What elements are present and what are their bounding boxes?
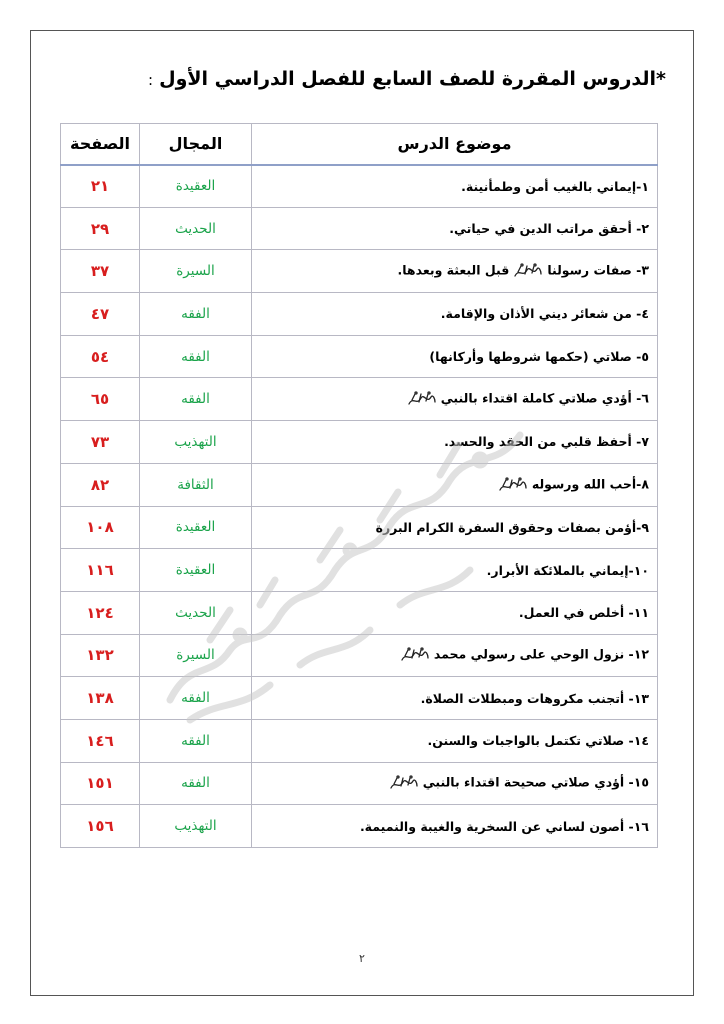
lesson-topic-text: ٨-أحب الله ورسوله bbox=[531, 476, 649, 492]
table-row bbox=[61, 762, 658, 805]
lesson-topic-text: ٥- صلاتي (حكمها شروطها وأركانها) bbox=[429, 349, 649, 365]
lesson-topic bbox=[252, 719, 658, 762]
lesson-field: السيرة bbox=[140, 634, 252, 677]
page-title bbox=[66, 68, 666, 90]
salawat-calligraphy-icon bbox=[498, 476, 528, 494]
table-row bbox=[61, 293, 658, 336]
lesson-topic bbox=[252, 677, 658, 720]
lesson-page: ٣٧ bbox=[61, 250, 140, 293]
lesson-page: ١٠٨ bbox=[61, 506, 140, 549]
table-row bbox=[61, 165, 658, 208]
table-row bbox=[61, 591, 658, 634]
lesson-topic bbox=[252, 506, 658, 549]
lesson-field: التهذيب bbox=[140, 421, 252, 464]
lessons-table bbox=[60, 123, 658, 848]
table-row bbox=[61, 677, 658, 720]
lesson-topic bbox=[252, 250, 658, 293]
lesson-page: ١٥١ bbox=[61, 762, 140, 805]
lesson-field: الفقه bbox=[140, 335, 252, 378]
salawat-calligraphy-icon bbox=[513, 262, 543, 280]
table-row bbox=[61, 207, 658, 250]
table-row bbox=[61, 335, 658, 378]
lesson-topic bbox=[252, 549, 658, 592]
table-row bbox=[61, 463, 658, 506]
lesson-field: الحديث bbox=[140, 207, 252, 250]
table-header-row bbox=[61, 124, 658, 165]
lesson-page: ٥٤ bbox=[61, 335, 140, 378]
lesson-topic-text: ١٢- نزول الوحي على رسولي محمد bbox=[433, 646, 649, 662]
lesson-topic-text: ٢- أحقق مراتب الدين في حياتي. bbox=[449, 221, 649, 237]
lesson-page: ١١٦ bbox=[61, 549, 140, 592]
salawat-calligraphy-icon bbox=[389, 774, 419, 792]
lesson-page: ١٣٨ bbox=[61, 677, 140, 720]
table-row bbox=[61, 506, 658, 549]
lesson-page: ٢١ bbox=[61, 165, 140, 208]
lesson-topic-text: ١-إيماني بالغيب أمن وطمأنينة. bbox=[461, 178, 649, 194]
lesson-page: ٧٣ bbox=[61, 421, 140, 464]
lesson-topic-text: ١٦- أصون لساني عن السخرية والغيبة والنميمة. bbox=[359, 818, 649, 834]
lesson-topic-text: ٤- من شعائر ديني الأذان والإقامة. bbox=[440, 306, 649, 322]
lesson-field: الفقه bbox=[140, 719, 252, 762]
lesson-topic-text: ٧- أحفظ قلبي من الحقد والحسد. bbox=[444, 434, 649, 450]
table-row bbox=[61, 634, 658, 677]
lesson-topic-text: ٣- صفات رسولنا bbox=[547, 262, 649, 278]
lesson-field: التهذيب bbox=[140, 805, 252, 848]
lesson-page: ٨٢ bbox=[61, 463, 140, 506]
lesson-page: ١٢٤ bbox=[61, 591, 140, 634]
header-field: المجال bbox=[140, 124, 252, 165]
lesson-topic bbox=[252, 378, 658, 421]
header-page: الصفحة bbox=[61, 124, 140, 165]
salawat-calligraphy-icon bbox=[407, 390, 437, 408]
lesson-page: ١٥٦ bbox=[61, 805, 140, 848]
lesson-topic-tail: قبل البعثة وبعدها. bbox=[397, 262, 510, 278]
lesson-topic-text: ٦- أؤدي صلاتي كاملة اقتداء بالنبي bbox=[440, 390, 649, 406]
salawat-calligraphy-icon bbox=[400, 646, 430, 664]
lesson-topic-text: ١٥- أؤدي صلاتي صحيحة اقتداء بالنبي bbox=[422, 774, 649, 790]
title-colon: : bbox=[148, 71, 154, 89]
lesson-field: الفقه bbox=[140, 762, 252, 805]
table-row bbox=[61, 805, 658, 848]
lesson-topic bbox=[252, 463, 658, 506]
lesson-page: ٦٥ bbox=[61, 378, 140, 421]
lesson-topic-text: ١٤- صلاتي تكتمل بالواجبات والسنن. bbox=[427, 733, 649, 749]
lesson-topic bbox=[252, 421, 658, 464]
lesson-topic bbox=[252, 762, 658, 805]
table-row bbox=[61, 719, 658, 762]
lesson-topic-text: ١٣- أتجنب مكروهات ومبطلات الصلاة. bbox=[420, 690, 649, 706]
lesson-page: ٢٩ bbox=[61, 207, 140, 250]
table-row bbox=[61, 250, 658, 293]
header-topic: موضوع الدرس bbox=[252, 124, 658, 165]
lesson-field: الثقافة bbox=[140, 463, 252, 506]
lesson-topic bbox=[252, 293, 658, 336]
lesson-topic bbox=[252, 634, 658, 677]
lesson-field: العقيدة bbox=[140, 549, 252, 592]
lesson-page: ١٤٦ bbox=[61, 719, 140, 762]
table-row bbox=[61, 378, 658, 421]
lesson-page: ١٣٢ bbox=[61, 634, 140, 677]
lesson-topic-text: ١١- أخلص في العمل. bbox=[518, 605, 649, 621]
lesson-topic bbox=[252, 165, 658, 208]
lesson-field: العقيدة bbox=[140, 506, 252, 549]
lesson-field: السيرة bbox=[140, 250, 252, 293]
lesson-field: الفقه bbox=[140, 677, 252, 720]
lesson-topic bbox=[252, 207, 658, 250]
lesson-field: الفقه bbox=[140, 378, 252, 421]
table-row bbox=[61, 549, 658, 592]
title-text: *الدروس المقررة للصف السابع للفصل الدراسي الأول bbox=[159, 68, 666, 90]
lesson-topic-text: ٩-أؤمن بصفات وحقوق السفرة الكرام البررة bbox=[375, 519, 649, 535]
table-row bbox=[61, 421, 658, 464]
lesson-topic bbox=[252, 591, 658, 634]
page-number: ٢ bbox=[359, 952, 365, 965]
lesson-page: ٤٧ bbox=[61, 293, 140, 336]
lesson-topic-text: ١٠-إيماني بالملائكة الأبرار. bbox=[486, 562, 649, 578]
lesson-topic bbox=[252, 335, 658, 378]
lesson-topic bbox=[252, 805, 658, 848]
lesson-field: الفقه bbox=[140, 293, 252, 336]
lesson-field: الحديث bbox=[140, 591, 252, 634]
lesson-field: العقيدة bbox=[140, 165, 252, 208]
